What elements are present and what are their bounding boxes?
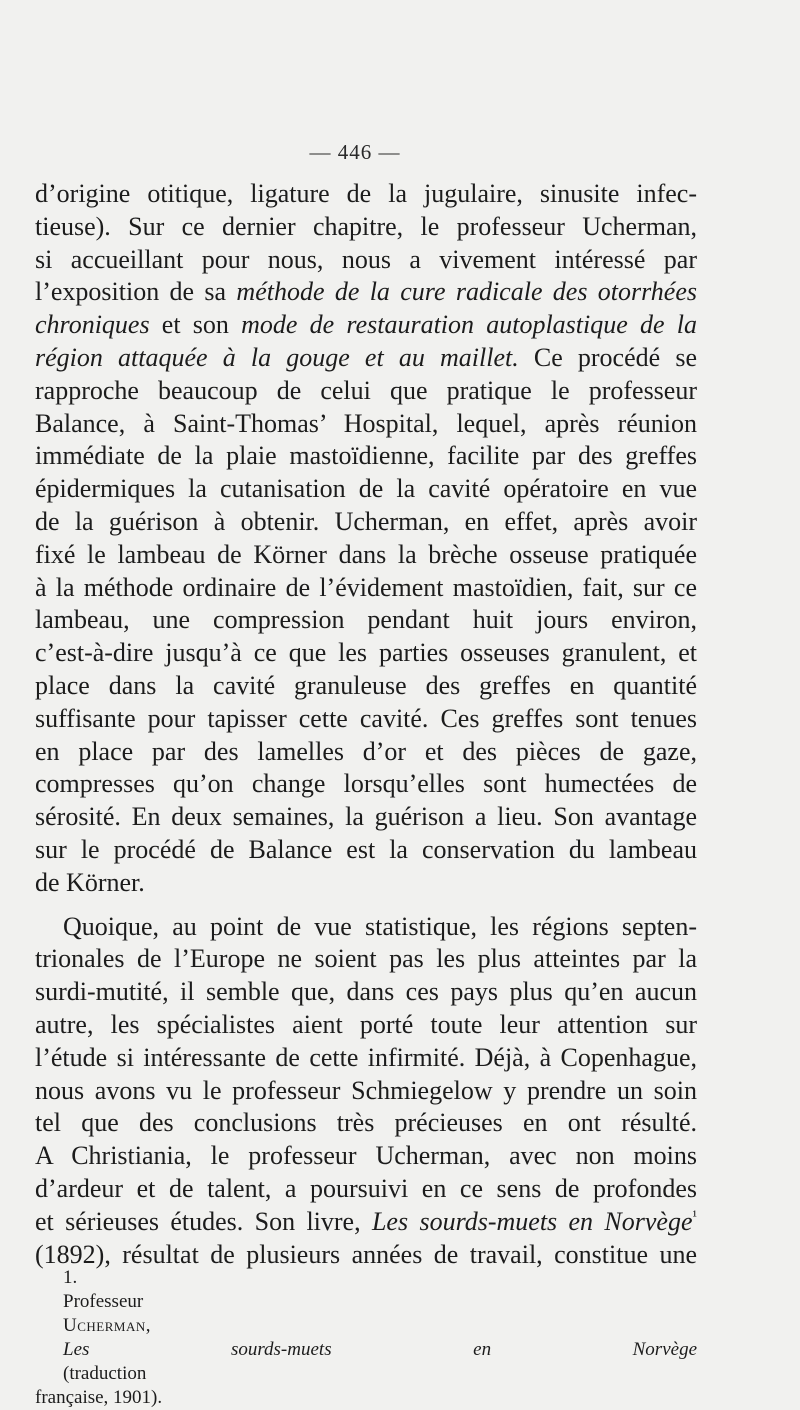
text-line: compresses qu’on change lorsqu’elles sont humectées de — [35, 769, 697, 799]
footnote — [35, 1266, 697, 1410]
text-line: si accueillant pour nous, nous a vivement intéressé par — [35, 244, 697, 274]
footnote-marker: 1. — [63, 1267, 78, 1288]
body-text — [35, 178, 697, 1271]
page-number: — 446 — — [309, 140, 401, 164]
footnote-author-prefix: Professeur — [63, 1291, 144, 1312]
text-span: et son — [149, 310, 242, 340]
text-span: Ce procédé se — [518, 342, 697, 372]
text-line: trionales de l’Europe ne soient pas les plus atteintes par la — [35, 944, 697, 974]
paragraph — [35, 178, 697, 900]
text-line: épidermiques la cutanisation de la cavité opératoire en vue — [35, 474, 697, 504]
text-line: fixé le lambeau de Körner dans la brèche osseuse pratiquée — [35, 539, 697, 569]
text-line — [35, 1206, 697, 1239]
text-line: en place par des lamelles d’or et des pièces de gaze, — [35, 736, 697, 766]
text-line: autre, les spécialistes aient porté toute leur attention sur — [35, 1009, 697, 1039]
text-line: c’est-à-dire jusqu’à ce que les parties osseuses granulent, et — [35, 638, 697, 668]
text-line: nous avons vu le professeur Schmiegelow y prendre un soin — [35, 1075, 697, 1105]
footnote-author: Ucherman, — [63, 1315, 151, 1336]
footnote-line: française, 1901). — [35, 1387, 163, 1408]
text-line: de la guérison à obtenir. Ucherman, en effet, après avoir — [35, 506, 697, 536]
italic-span: région attaquée à la gouge et au maillet. — [35, 342, 519, 372]
text-line: immédiate de la plaie mastoïdienne, facilite par des greffes — [35, 441, 697, 471]
text-line: sérosité. En deux semaines, la guérison a lieu. Son avantage — [35, 802, 697, 832]
text-line — [35, 342, 697, 375]
text-line: sur le procédé de Balance est la conservation du lambeau — [35, 834, 697, 864]
text-span: l’exposition de sa — [35, 277, 237, 307]
text-line — [35, 276, 697, 309]
text-line: à la méthode ordinaire de l’évidement mastoïdien, fait, sur ce — [35, 572, 697, 602]
text-line: l’étude si intéressante de cette infirmité. Déjà, à Copenhague, — [35, 1042, 697, 1072]
text-line: rapproche beaucoup de celui que pratique le professeur — [35, 375, 697, 405]
italic-span: méthode de la cure radicale des otorrhées — [236, 277, 697, 307]
text-line: d’origine otitique, ligature de la jugulaire, sinusite infec- — [35, 179, 697, 208]
italic-span: chroniques — [35, 310, 150, 340]
text-line: tel que des conclusions très précieuses en ont résulté. — [35, 1108, 697, 1138]
text-line: lambeau, une compression pendant huit jours environ, — [35, 605, 697, 635]
paragraph — [35, 911, 697, 1272]
text-line: surdi-mutité, il semble que, dans ces pays plus qu’en aucun — [35, 977, 697, 1007]
text-span: et sérieuses études. Son livre, — [35, 1206, 372, 1236]
text-line: d’ardeur et de talent, a poursuivi en ce sens de profondes — [35, 1173, 697, 1203]
text-line: tieuse). Sur ce dernier chapitre, le professeur Ucherman, — [35, 211, 697, 241]
text-line: Quoique, au point de vue statistique, les régions septen- — [63, 911, 697, 941]
text-line — [35, 309, 697, 342]
footnote-text: (traduction — [63, 1363, 147, 1384]
text-line: (1892), résultat de plusieurs années de travail, constitue une — [35, 1239, 697, 1269]
text-line: place dans la cavité granuleuse des greffes en quantité — [35, 670, 697, 700]
footnote-line — [35, 1266, 697, 1386]
text-line: A Christiania, le professeur Ucherman, avec non moins — [35, 1141, 697, 1171]
text-line: suffisante pour tapisser cette cavité. Ces greffes sont tenues — [35, 703, 697, 733]
footnote-title: Les sourds-muets en Norvège — [63, 1339, 697, 1360]
italic-span: mode de restauration autoplastique de la — [241, 310, 697, 340]
text-line: de Körner. — [35, 867, 145, 897]
text-line: Balance, à Saint-Thomas’ Hospital, lequel, après réunion — [35, 408, 697, 438]
footnote-reference: ¹ — [692, 1208, 697, 1225]
italic-span: Les sourds-muets en Norvège — [371, 1206, 693, 1236]
